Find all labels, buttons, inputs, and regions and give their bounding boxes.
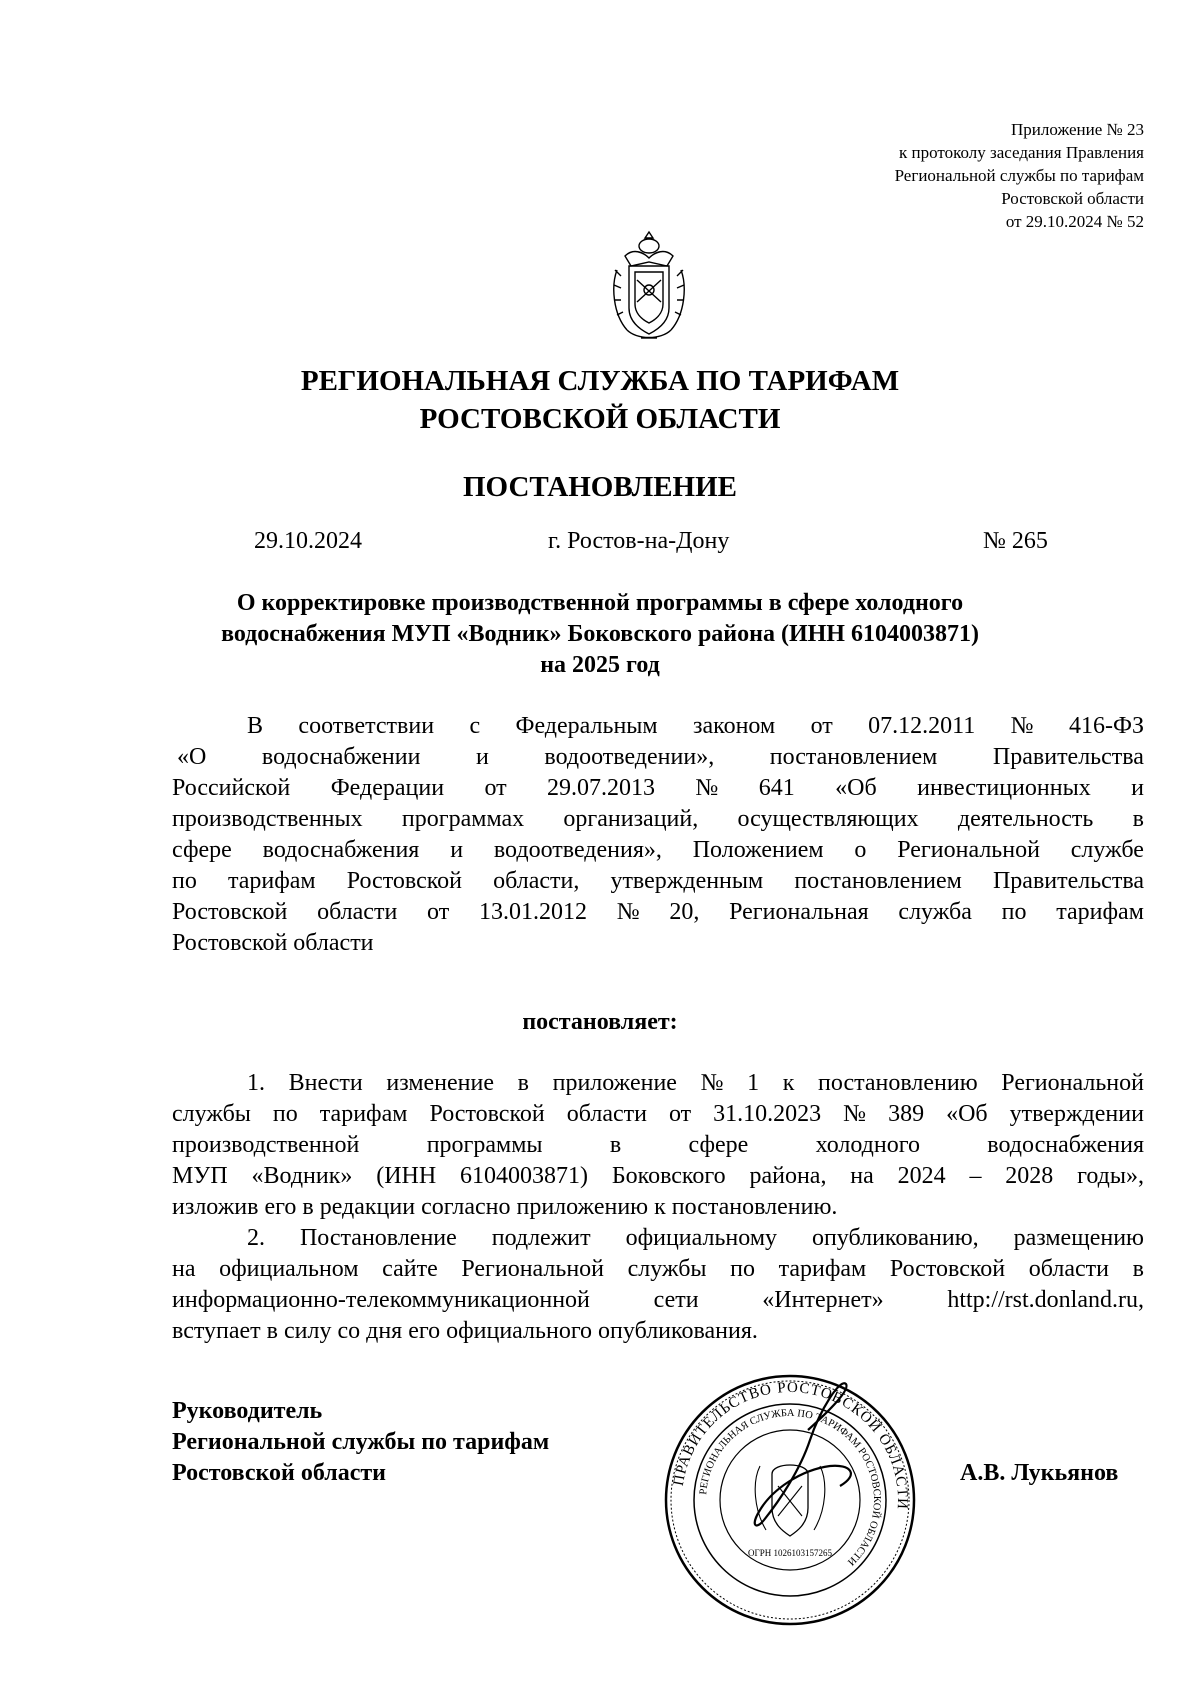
text-word: Боковского [611,1163,726,1189]
text-line [172,897,1144,928]
text-line [172,928,1144,959]
text-line [172,1316,1144,1347]
appendix-line: Региональной службы по тарифам [894,166,1144,185]
signatory-title-line: Региональной службы по тарифам [172,1429,550,1455]
stamp-ogrn: ОГРН 1026103157265 [748,1548,832,1558]
text-word: на [850,1163,874,1189]
text-word: района, [749,1163,827,1189]
text-word: водоотведении», [544,744,715,770]
text-word: службы [627,1256,707,1282]
text-word: изменение [386,1070,495,1096]
text-word: водоснабжении [261,744,421,770]
document-type-title: ПОСТАНОВЛЕНИЕ [462,471,737,503]
text-word: № [695,775,719,801]
text-line [172,742,1144,773]
text-word: Региональная [729,899,869,925]
text-word: деятельность [957,806,1094,832]
text-word: Федеральным [515,713,658,739]
text-word: законом [693,713,776,739]
svg-text:РЕГИОНАЛЬНАЯ СЛУЖБА ПО ТАРИФАМ [698,1408,882,1568]
text-word: службы [172,1101,251,1127]
appendix-line: Приложение № 23 [1011,120,1144,139]
text-word: вступает в силу со дня его официального опубликования. [172,1318,758,1344]
text-word: Российской [172,775,291,801]
text-word: 1 [747,1070,760,1096]
appendix-line: Ростовской области [1001,189,1144,208]
signatory-title-line: Ростовской области [172,1460,386,1486]
text-word: области [566,1101,647,1127]
text-word: сети [653,1287,699,1313]
text-word: Региональной [461,1256,605,1282]
text-word: от [668,1101,692,1127]
text-word: МУП [172,1163,228,1189]
subject-line: О корректировке производственной программы в сфере холодного [236,590,964,616]
text-word: 416-ФЗ [1068,713,1144,739]
text-word: в [1132,1256,1144,1282]
text-word: по [730,1256,755,1282]
text-word: с [469,713,481,739]
text-word: холодного [815,1132,920,1158]
text-word: по [272,1101,298,1127]
text-word: области [317,899,398,925]
text-word: «Об [835,775,877,801]
text-word: водоснабжения [262,837,420,863]
text-word: по [1001,899,1027,925]
text-word: 29.07.2013 [547,775,656,801]
text-line [172,1223,1144,1254]
subject-line: на 2025 год [540,652,660,678]
text-word: служба [898,899,972,925]
coat-of-arms-icon [603,226,695,346]
text-line [172,773,1144,804]
text-word: и [450,837,464,863]
stamp-inner-text: РЕГИОНАЛЬНАЯ СЛУЖБА ПО ТАРИФАМ РОСТОВСКОЙ ОБЛАСТИ [698,1407,883,1568]
text-word: производственных [172,806,363,832]
text-word: постановлением [769,744,938,770]
appendix-line: от 29.10.2024 № 52 [1005,212,1144,231]
text-word: 31.10.2023 [713,1101,822,1127]
text-word: сайте [382,1256,438,1282]
text-word: сфере [172,837,232,863]
text-word: 1. [247,1070,265,1096]
text-word: Ростовской [429,1101,545,1127]
text-word: № [616,899,640,925]
text-line [172,1130,1144,1161]
text-word: производственной [172,1132,360,1158]
text-word: «Интернет» [762,1287,884,1313]
text-word: 13.01.2012 [478,899,587,925]
text-word: осуществляющих [737,806,919,832]
text-word: сфере [688,1132,749,1158]
document-number: № 265 [983,528,1048,554]
text-line [172,711,1144,742]
text-word: постановлению [818,1070,978,1096]
text-line [172,804,1144,835]
text-line [172,1192,1144,1223]
appendix-note [544,118,1144,233]
text-word: подлежит [491,1225,591,1251]
document-city: г. Ростов-на-Дону [548,528,730,554]
text-word: в [609,1132,622,1158]
text-word: по [172,868,197,894]
text-word: приложение [552,1070,677,1096]
text-word: – [969,1163,982,1189]
text-word: «Водник» [251,1163,353,1189]
text-word: к [782,1070,795,1096]
text-word: годы», [1077,1163,1144,1189]
text-word: и [476,744,489,770]
text-word: Ростовской области [172,930,374,956]
text-line [172,1254,1144,1285]
signatory-name: А.В. Лукьянов [960,1460,1119,1486]
text-word: службе [1070,837,1144,863]
text-word: размещению [1013,1225,1144,1251]
text-line [172,1099,1144,1130]
appendix-line: к протоколу заседания Правления [899,143,1144,162]
text-word: и [1131,775,1144,801]
text-word: от [484,775,507,801]
text-word: утверждении [1009,1101,1144,1127]
text-word: Постановление [299,1225,457,1251]
text-word: постановлением [794,868,962,894]
text-word: утвержденным [610,868,764,894]
text-word: программы [426,1132,543,1158]
text-word: http://rst.donland.ru, [947,1287,1144,1313]
text-word: Федерации [330,775,445,801]
text-word: Ростовской [172,899,288,925]
text-word: 20, [669,899,700,925]
text-line [172,866,1144,897]
text-word: 2024 [897,1163,946,1189]
text-word: от [427,899,450,925]
text-word: Внести [288,1070,363,1096]
text-word: изложив его в редакции согласно приложению к постановлению. [172,1194,838,1220]
text-word: о [854,837,867,863]
text-word: № [700,1070,724,1096]
text-line [172,1068,1144,1099]
resolution-items [172,1068,1144,1347]
text-word: Ростовской [889,1256,1006,1282]
text-word: 2. [247,1225,265,1251]
text-word: области, [493,868,580,894]
text-line [172,835,1144,866]
signatory-title-line: Руководитель [172,1398,323,1424]
text-word: водоотведения», [493,837,662,863]
text-word: (ИНН [376,1163,437,1189]
text-word: 6104003871) [460,1163,589,1189]
text-line [172,1285,1144,1316]
text-word: информационно-телекоммуникационной [172,1287,590,1313]
text-word: «Об [946,1101,988,1127]
text-word: в [517,1070,529,1096]
text-word: на [172,1256,196,1282]
text-word: Региональной [897,837,1040,863]
text-word: Правительства [992,868,1144,894]
text-word: водоснабжения [987,1132,1144,1158]
text-word: Региональной [1001,1070,1144,1096]
text-word: официальном [219,1256,359,1282]
subject-line: водоснабжения МУП «Водник» Боковского района (ИНН 6104003871) [221,621,979,647]
organization-name-line2: РОСТОВСКОЙ ОБЛАСТИ [419,403,781,435]
decides-heading: постановляет: [522,1009,678,1035]
text-word: официальному [625,1225,778,1251]
text-word: тарифам [319,1101,408,1127]
official-stamp [660,1370,920,1630]
text-word: 07.12.2011 [868,713,976,739]
text-word: Положением [692,837,824,863]
stamp-outer-text: ПРАВИТЕЛЬСТВО РОСТОВСКОЙ ОБЛАСТИ [670,1379,911,1511]
text-word: тарифам [1056,899,1144,925]
signatory-title [172,1396,549,1489]
text-word: области [1028,1256,1109,1282]
text-word: 2028 [1005,1163,1054,1189]
text-word: опубликованию, [811,1225,979,1251]
text-word: 389 [888,1101,925,1127]
document-date: 29.10.2024 [254,528,362,554]
text-word: 641 [758,775,795,801]
preamble-paragraph [172,711,1144,959]
text-word: Ростовской [346,868,463,894]
text-word: программах [401,806,525,832]
organization-name-line1: РЕГИОНАЛЬНАЯ СЛУЖБА ПО ТАРИФАМ [300,365,900,397]
text-word: тарифам [778,1256,867,1282]
text-word: тарифам [227,868,316,894]
text-word: Правительства [992,744,1144,770]
text-word: соответствии [298,713,435,739]
text-word: «О [177,744,207,770]
text-word: № [843,1101,867,1127]
text-word: № [1010,713,1034,739]
text-word: инвестиционных [917,775,1091,801]
text-word: от [810,713,833,739]
text-word: В [247,713,264,739]
text-word: в [1132,806,1144,832]
text-line [172,1161,1144,1192]
text-word: организаций, [563,806,699,832]
document-subject [130,588,1070,681]
